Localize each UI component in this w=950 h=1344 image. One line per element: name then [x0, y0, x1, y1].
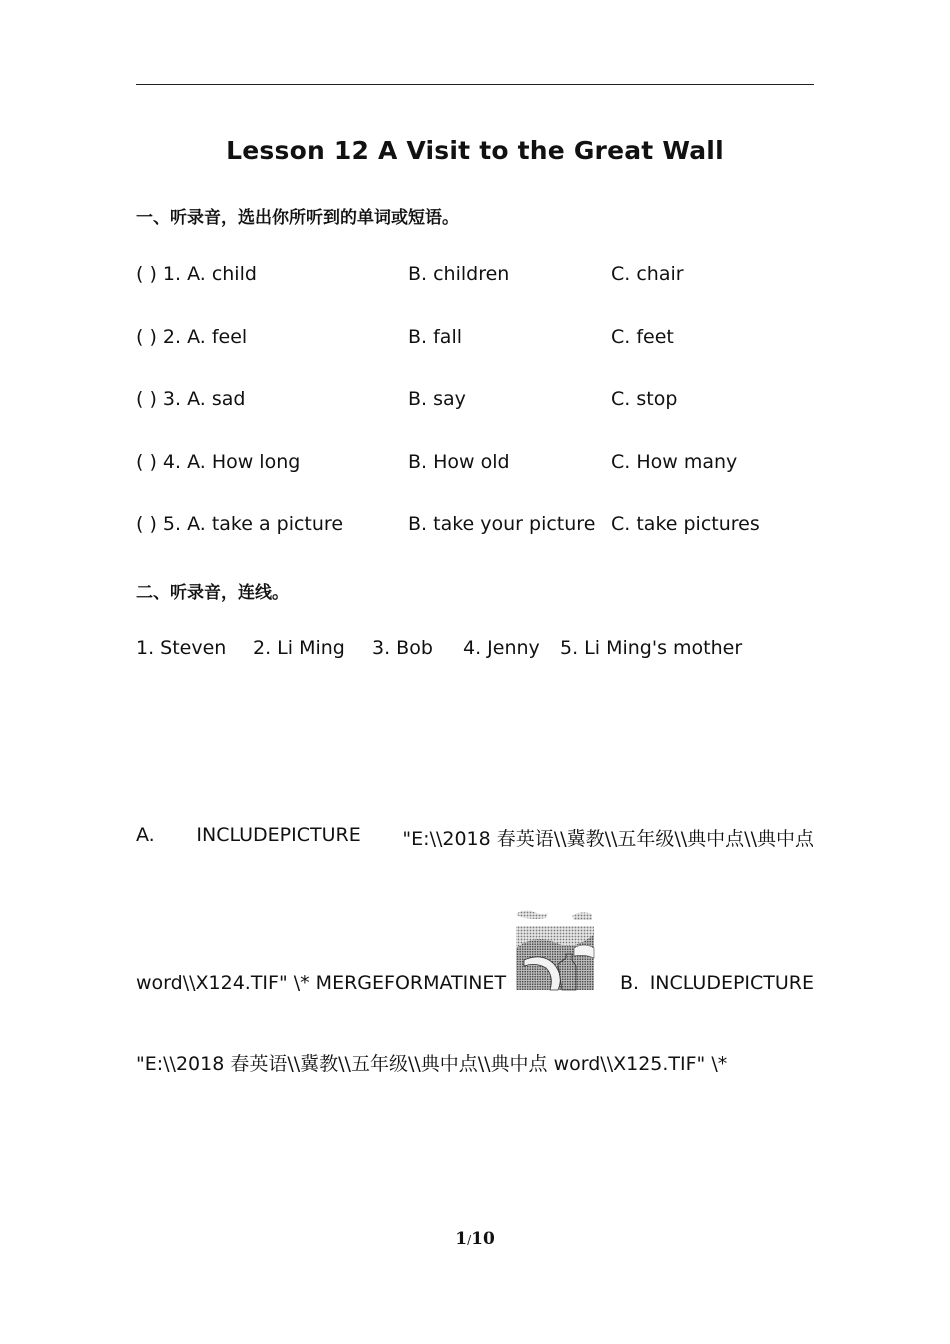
field-code-keyword: INCLUDEPICTURE [196, 824, 361, 846]
question-option-a: ( ) 4. A. How long [136, 451, 301, 473]
question-row [136, 513, 836, 539]
question-row [136, 388, 836, 414]
question-row [136, 326, 836, 352]
question-option-c: C. feet [611, 326, 674, 348]
field-code-path: "E:\\2018 春英语\\冀教\\五年级\\典中点\\典中点 [402, 828, 814, 850]
total-pages: 10 [471, 1229, 495, 1249]
question-option-b: B. children [408, 263, 510, 285]
question-option-c: C. How many [611, 451, 738, 473]
field-code-line-2-tail [620, 972, 814, 994]
question-option-c: C. chair [611, 263, 684, 285]
option-b-label: B. [620, 972, 640, 994]
page-title: Lesson 12 A Visit to the Great Wall [226, 136, 724, 165]
page-separator: / [467, 1233, 472, 1247]
question-option-c: C. take pictures [611, 513, 760, 535]
question-option-a: ( ) 1. A. child [136, 263, 257, 285]
current-page: 1 [455, 1229, 468, 1249]
matching-name: 2. Li Ming [253, 637, 345, 659]
header-rule [136, 84, 814, 85]
question-option-b: B. say [408, 388, 466, 410]
great-wall-image [514, 908, 596, 992]
question-option-b: B. fall [408, 326, 463, 348]
question-option-a: ( ) 2. A. feel [136, 326, 248, 348]
question-option-c: C. stop [611, 388, 678, 410]
field-code-line-3 [136, 1049, 814, 1076]
field-code-line-1 [136, 824, 814, 851]
matching-names-row [136, 637, 836, 663]
question-row [136, 263, 836, 289]
matching-name: 5. Li Ming's mother [560, 637, 743, 659]
matching-name: 3. Bob [372, 637, 433, 659]
question-option-a: ( ) 3. A. sad [136, 388, 246, 410]
field-code-path: "E:\\2018 春英语\\冀教\\五年级\\典中点\\典中点 word\\X125.TIF" \* [136, 1053, 728, 1075]
question-option-a: ( ) 5. A. take a picture [136, 513, 344, 535]
section-2-heading: 二、听录音，连线。 [136, 583, 289, 603]
option-a-label: A. [136, 824, 155, 846]
question-option-b: B. How old [408, 451, 510, 473]
field-code-keyword: INCLUDEPICTURE [649, 972, 814, 994]
matching-name: 1. Steven [136, 637, 227, 659]
section-1-heading: 一、听录音，选出你所听到的单词或短语。 [136, 208, 459, 228]
page-number [0, 1229, 950, 1249]
question-option-b: B. take your picture [408, 513, 596, 535]
field-code-path: word\\X124.TIF" \* MERGEFORMATINET [136, 972, 507, 994]
matching-name: 4. Jenny [463, 637, 540, 659]
question-row [136, 451, 836, 477]
